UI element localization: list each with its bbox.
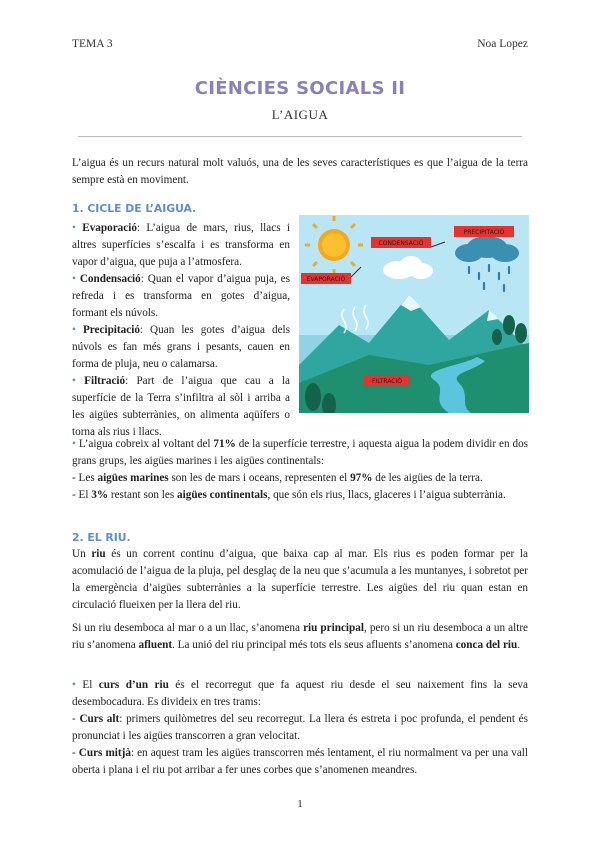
list-item-evaporation: [72, 220, 290, 271]
continental-waters-line: - El 3% restant son les aigües continentals, que són els rius, llacs, glaceres i l’aigua subterrània.: [72, 489, 506, 501]
section-heading-water-cycle: 1. CICLE DE L’AIGUA.: [72, 202, 197, 215]
river-definition-paragraph: Un riu és un corrent continu d’aigua, que baixa cap al mar. Els rius es poden formar per la acomulació de l’aigua de la pluja, pel desglaç de la neu que s’acumula a les muntanyes, i sobretot per la emergència d’aigües subterrànies a la superfície terrestre. Les aigües del riu quan estan en circulació flueixen per la llera del riu.: [72, 548, 528, 611]
bullet-icon: •: [72, 375, 76, 387]
page-number: 1: [297, 798, 303, 810]
definition: : L’aigua de mars, rius, llacs i altres superfícies s’escalfa i es transforma en vapor d’aigua, que puja a l’atmosfera.: [72, 222, 290, 268]
list-item-filtration: [72, 373, 290, 441]
term: Precipitació: [82, 324, 140, 336]
header-left: TEMA 3: [72, 38, 113, 50]
water-cycle-illustration: [299, 215, 529, 413]
label-precipitacio: [454, 226, 514, 237]
label-condensacio-text: CONDENSACIÓ: [378, 240, 424, 247]
term: Filtració: [84, 375, 126, 387]
definition: : Quan el vapor d’aigua puja, es refreda i es transforma en gotes d’aigua, formant els núvols.: [72, 273, 290, 319]
middle-course-line: - Curs mitjà: en aquest tram les aigües transcorren més lentament, el riu normalment va per una vall oberta i plana i el riu pot arribar a fer unes corbes que s’anomenen meandres.: [72, 747, 529, 776]
marine-waters-line: - Les aigües marines son les de mars i oceans, representen el 97% de les aigües de la terra.: [72, 472, 483, 484]
definition: : Part de l’aigua que cau a la superfície de la Terra s’infiltra al sòl i arriba a les aigües subterrànies, on alimenta aqüífers o torna als rius i llacs.: [72, 375, 291, 438]
list-item-condensation: [72, 271, 290, 322]
river-course-paragraph: • El curs d’un riu és el recorregut que fa aquest riu desde el seu naixement fins la seva desembocadura. Es divideix en tres trams:: [72, 679, 528, 708]
label-precipitacio-text: PRECIPITACIÓ: [463, 229, 505, 236]
label-condensacio: [371, 237, 431, 248]
label-evaporacio-text: EVAPORACIÓ: [306, 276, 346, 283]
ocean-paragraph: • L’aigua cobreix al voltant del 71% de la superfície terrestre, i aquesta aigua la podem dividir en dos grans grups, les aigües marines i les aigües continentals:: [72, 438, 529, 467]
section-heading-river: 2. EL RIU.: [72, 531, 131, 544]
term: Evaporació: [82, 222, 137, 234]
page-subtitle: L’AIGUA: [271, 107, 329, 122]
bullet-icon: •: [72, 679, 76, 691]
intro-paragraph: L’aigua és un recurs natural molt valuós, una de les seves característiques es que l’aigua de la terra sempre està en moviment.: [72, 157, 528, 186]
bullet-icon: •: [72, 222, 76, 234]
label-filtracio-text: FILTRACIÓ: [371, 378, 403, 385]
list-item-precipitation: [72, 322, 290, 373]
bullet-icon: •: [72, 438, 76, 450]
main-river-paragraph: Si un riu desemboca al mar o a un llac, s’anomena riu principal, pero si un riu desemboca a un altre riu s’anomena afluent. La unió del riu principal més tots els seus afluents s’anomena conca del riu.: [72, 622, 529, 651]
bullet-icon: •: [72, 324, 76, 336]
bullet-icon: •: [72, 273, 76, 285]
divider: [78, 136, 522, 137]
definition: : Quan les gotes d’aigua dels núvols es fan més grans i pesants, cauen en forma de pluja, neu o calamarsa.: [72, 324, 291, 370]
upper-course-line: - Curs alt: primers quilòmetres del seu recorregut. La llera és estreta i poc profunda, el pendent és pronunciat i les aigües transcorren a gran velocitat.: [72, 713, 528, 742]
page-title: CIÈNCIES SOCIALS II: [194, 78, 406, 99]
header-right: Noa Lopez: [477, 38, 528, 50]
water-cycle-list: [72, 220, 290, 441]
label-evaporacio: [301, 273, 351, 284]
term: Condensació: [79, 273, 141, 285]
label-filtracio: [364, 375, 410, 386]
